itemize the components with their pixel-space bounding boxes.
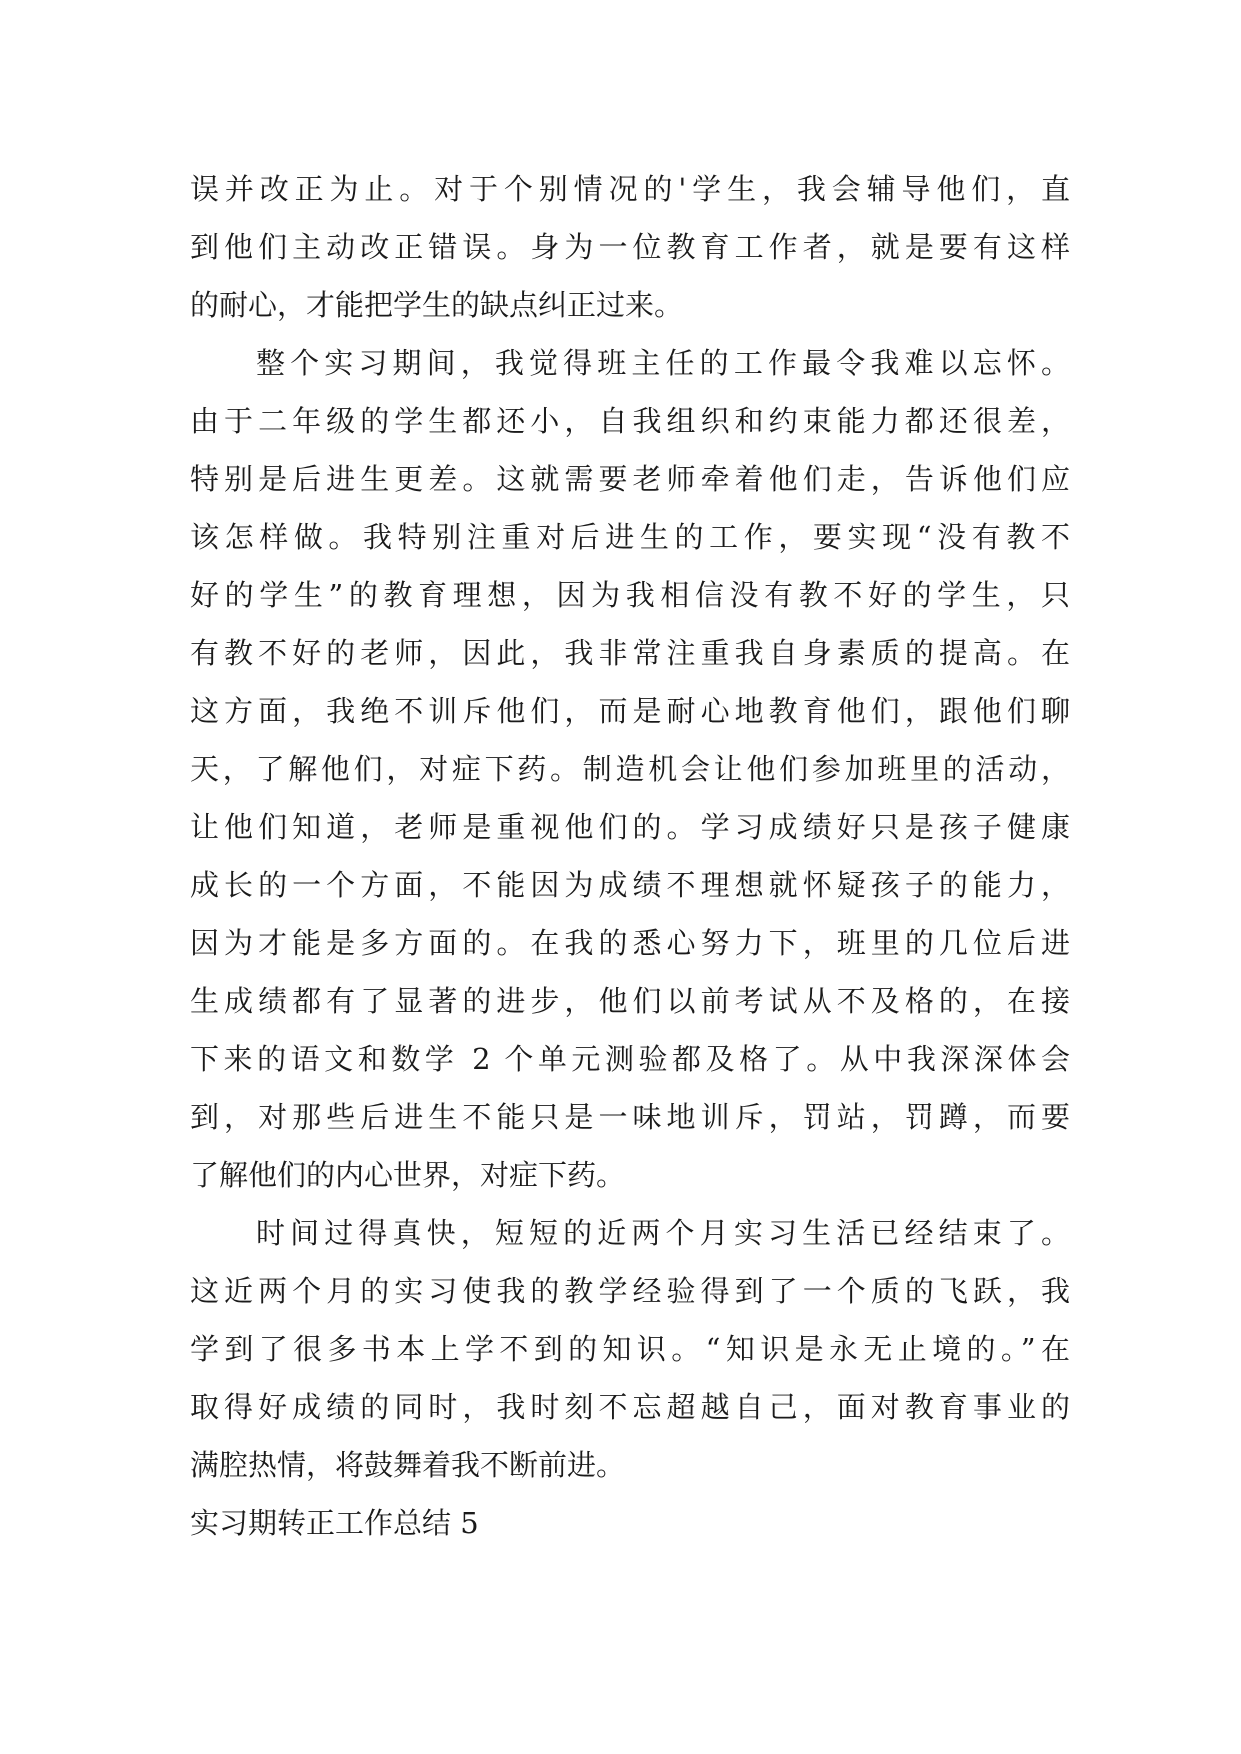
- text-line: 到他们主动改正错误。身为一位教育工作者，就是要有这样: [190, 230, 1070, 264]
- text-line: 让他们知道，老师是重视他们的。学习成绩好只是孩子健康: [190, 810, 1070, 844]
- paragraph: [190, 1204, 1070, 1494]
- section-heading: 实习期转正工作总结 5: [190, 1506, 479, 1540]
- text-line: 下来的语文和数学 2 个单元测验都及格了。从中我深深体会: [190, 1042, 1070, 1076]
- text-line: 有教不好的老师，因此，我非常注重我自身素质的提高。在: [190, 636, 1070, 670]
- paragraph: [190, 334, 1070, 1204]
- text-line: 整个实习期间，我觉得班主任的工作最令我难以忘怀。: [256, 346, 1070, 380]
- paragraph: [190, 160, 1070, 334]
- text-line: 天，了解他们，对症下药。制造机会让他们参加班里的活动，: [190, 752, 1070, 786]
- text-line: 特别是后进生更差。这就需要老师牵着他们走，告诉他们应: [190, 462, 1070, 496]
- text-line: 由于二年级的学生都还小，自我组织和约束能力都还很差，: [190, 404, 1070, 438]
- text-line: 误并改正为止。对于个别情况的'学生，我会辅导他们，直: [190, 172, 1070, 206]
- text-line: 满腔热情，将鼓舞着我不断前进。: [190, 1448, 626, 1482]
- text-line: 生成绩都有了显著的进步，他们以前考试从不及格的，在接: [190, 984, 1070, 1018]
- text-line: 时间过得真快，短短的近两个月实习生活已经结束了。: [256, 1216, 1070, 1250]
- text-line: 成长的一个方面，不能因为成绩不理想就怀疑孩子的能力，: [190, 868, 1070, 902]
- text-line: 的耐心，才能把学生的缺点纠正过来。: [190, 288, 684, 322]
- text-line: 因为才能是多方面的。在我的悉心努力下，班里的几位后进: [190, 926, 1070, 960]
- text-line: 这近两个月的实习使我的教学经验得到了一个质的飞跃，我: [190, 1274, 1070, 1308]
- text-line: 好的学生”的教育理想，因为我相信没有教不好的学生，只: [190, 578, 1070, 612]
- text-line: 这方面，我绝不训斥他们，而是耐心地教育他们，跟他们聊: [190, 694, 1070, 728]
- text-line: 到，对那些后进生不能只是一味地训斥，罚站，罚蹲，而要: [190, 1100, 1070, 1134]
- text-line: 该怎样做。我特别注重对后进生的工作，要实现“没有教不: [190, 520, 1070, 554]
- text-line: 取得好成绩的同时，我时刻不忘超越自己，面对教育事业的: [190, 1390, 1070, 1424]
- text-line: 学到了很多书本上学不到的知识。“知识是永无止境的。”在: [190, 1332, 1070, 1366]
- text-line: 了解他们的内心世界，对症下药。: [190, 1158, 626, 1192]
- document-body: [190, 160, 1070, 1552]
